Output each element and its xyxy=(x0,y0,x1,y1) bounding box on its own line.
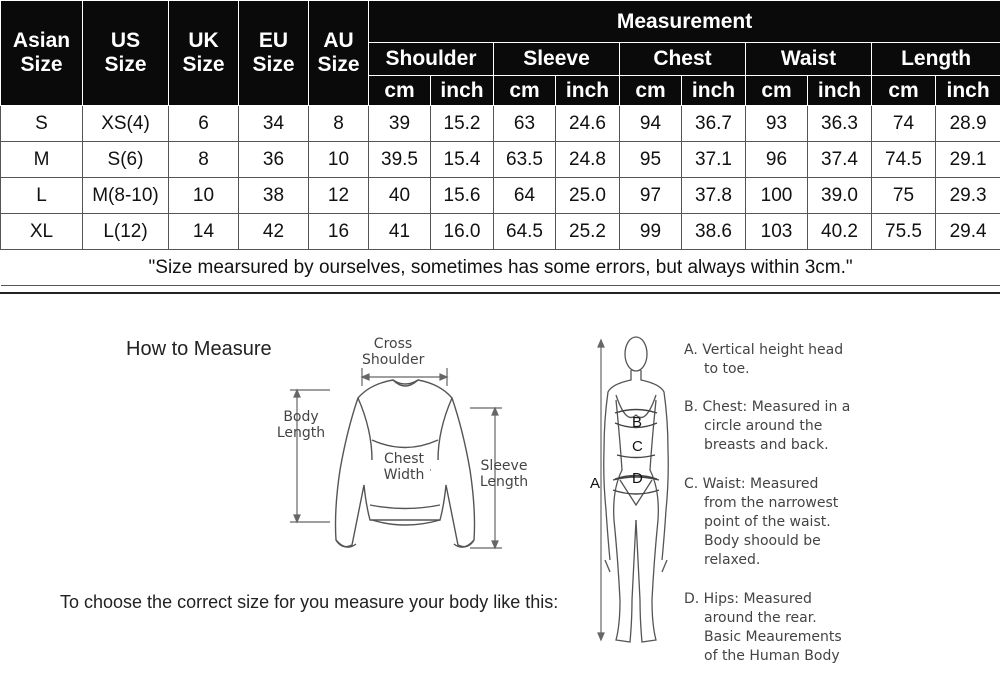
table-cell: 97 xyxy=(620,178,682,214)
table-cell: 29.1 xyxy=(936,142,1000,178)
header-shoulder: Shoulder xyxy=(369,43,494,76)
table-cell: 75 xyxy=(872,178,936,214)
header-unit-inch: inch xyxy=(936,76,1000,106)
table-cell: 29.3 xyxy=(936,178,1000,214)
table-cell: 38.6 xyxy=(682,214,746,250)
header-length: Length xyxy=(872,43,1000,76)
table-cell: 37.4 xyxy=(808,142,872,178)
marker-b: B xyxy=(632,414,643,431)
table-cell: 8 xyxy=(309,106,369,142)
table-row xyxy=(1,106,1000,142)
table-cell: 103 xyxy=(746,214,808,250)
table-cell: 64 xyxy=(494,178,556,214)
table-cell: L(12) xyxy=(83,214,169,250)
header-eu-size: EU Size xyxy=(239,1,309,106)
table-header xyxy=(1,1,1000,106)
definition-b: B. Chest: Measured in a circle around the breasts and back. xyxy=(684,399,851,453)
header-unit-cm: cm xyxy=(620,76,682,106)
table-cell: 63 xyxy=(494,106,556,142)
chest-width-label: Chest Width xyxy=(378,451,430,483)
table-cell: 34 xyxy=(239,106,309,142)
table-cell: 63.5 xyxy=(494,142,556,178)
header-au-size: AU Size xyxy=(309,1,369,106)
size-chart-table xyxy=(0,0,1000,286)
header-unit-cm: cm xyxy=(746,76,808,106)
table-cell: 39.0 xyxy=(808,178,872,214)
table-cell: 6 xyxy=(169,106,239,142)
table-cell: 15.6 xyxy=(431,178,494,214)
table-cell: 93 xyxy=(746,106,808,142)
table-body xyxy=(1,106,1000,286)
table-cell: 99 xyxy=(620,214,682,250)
table-cell: 37.8 xyxy=(682,178,746,214)
table-cell: 37.1 xyxy=(682,142,746,178)
table-cell: 75.5 xyxy=(872,214,936,250)
table-cell: 42 xyxy=(239,214,309,250)
header-unit-inch: inch xyxy=(431,76,494,106)
table-cell: 24.8 xyxy=(556,142,620,178)
definition-a: A. Vertical height head to toe. xyxy=(684,342,844,377)
header-unit-cm: cm xyxy=(872,76,936,106)
table-cell: 25.2 xyxy=(556,214,620,250)
header-asian-size: Asian Size xyxy=(1,1,83,106)
table-cell: M xyxy=(1,142,83,178)
note-row xyxy=(1,250,1000,286)
table-cell: 12 xyxy=(309,178,369,214)
section-divider xyxy=(0,292,1000,294)
table-cell: 74.5 xyxy=(872,142,936,178)
table-cell: M(8-10) xyxy=(83,178,169,214)
marker-c: C xyxy=(632,438,643,455)
table-cell: 40.2 xyxy=(808,214,872,250)
table-cell: 15.4 xyxy=(431,142,494,178)
table-cell: 14 xyxy=(169,214,239,250)
cross-shoulder-label: Cross Shoulder xyxy=(362,336,425,368)
table-cell: 94 xyxy=(620,106,682,142)
table-cell: 10 xyxy=(169,178,239,214)
table-cell: 41 xyxy=(369,214,431,250)
table-cell: 39 xyxy=(369,106,431,142)
table-cell: 36.7 xyxy=(682,106,746,142)
sleeve-length-label: Sleeve Length xyxy=(479,458,529,490)
table-row xyxy=(1,214,1000,250)
table-cell: 25.0 xyxy=(556,178,620,214)
table-cell: S xyxy=(1,106,83,142)
header-uk-size: UK Size xyxy=(169,1,239,106)
table-cell: 24.6 xyxy=(556,106,620,142)
table-cell: 36.3 xyxy=(808,106,872,142)
measure-instruction: To choose the correct size for you measure your body like this: xyxy=(60,592,559,612)
body-figure-illustration xyxy=(580,330,680,660)
table-cell: 16 xyxy=(309,214,369,250)
table-cell: 39.5 xyxy=(369,142,431,178)
table-row xyxy=(1,178,1000,214)
header-unit-inch: inch xyxy=(682,76,746,106)
header-unit-inch: inch xyxy=(808,76,872,106)
header-chest: Chest xyxy=(620,43,746,76)
definition-d: D. Hips: Measured around the rear. Basic Meaurements of the Human Body xyxy=(684,591,842,664)
table-cell: 74 xyxy=(872,106,936,142)
table-cell: 96 xyxy=(746,142,808,178)
table-cell: 100 xyxy=(746,178,808,214)
header-unit-cm: cm xyxy=(494,76,556,106)
header-measurement: Measurement xyxy=(369,1,1000,43)
table-cell: 8 xyxy=(169,142,239,178)
table-cell: 10 xyxy=(309,142,369,178)
body-length-label: Body Length xyxy=(276,409,326,441)
table-cell: XS(4) xyxy=(83,106,169,142)
marker-d: D xyxy=(632,470,643,487)
definition-c: C. Waist: Measured from the narrowest point of the waist. Body shoould be relaxed. xyxy=(684,476,839,568)
table-cell: 38 xyxy=(239,178,309,214)
table-cell: 64.5 xyxy=(494,214,556,250)
table-cell: 36 xyxy=(239,142,309,178)
table-cell: 28.9 xyxy=(936,106,1000,142)
measurement-note: "Size mearsured by ourselves, sometimes has some errors, but always within 3cm." xyxy=(1,250,1000,286)
header-unit-inch: inch xyxy=(556,76,620,106)
table-cell: 15.2 xyxy=(431,106,494,142)
table-cell: 95 xyxy=(620,142,682,178)
how-to-measure-heading: How to Measure xyxy=(126,338,272,360)
header-sleeve: Sleeve xyxy=(494,43,620,76)
table-cell: S(6) xyxy=(83,142,169,178)
header-unit-cm: cm xyxy=(369,76,431,106)
marker-a: A xyxy=(590,475,601,492)
table-cell: L xyxy=(1,178,83,214)
table-cell: 16.0 xyxy=(431,214,494,250)
table-cell: 29.4 xyxy=(936,214,1000,250)
table-row xyxy=(1,142,1000,178)
table-cell: 40 xyxy=(369,178,431,214)
header-waist: Waist xyxy=(746,43,872,76)
header-us-size: US Size xyxy=(83,1,169,106)
table-cell: XL xyxy=(1,214,83,250)
